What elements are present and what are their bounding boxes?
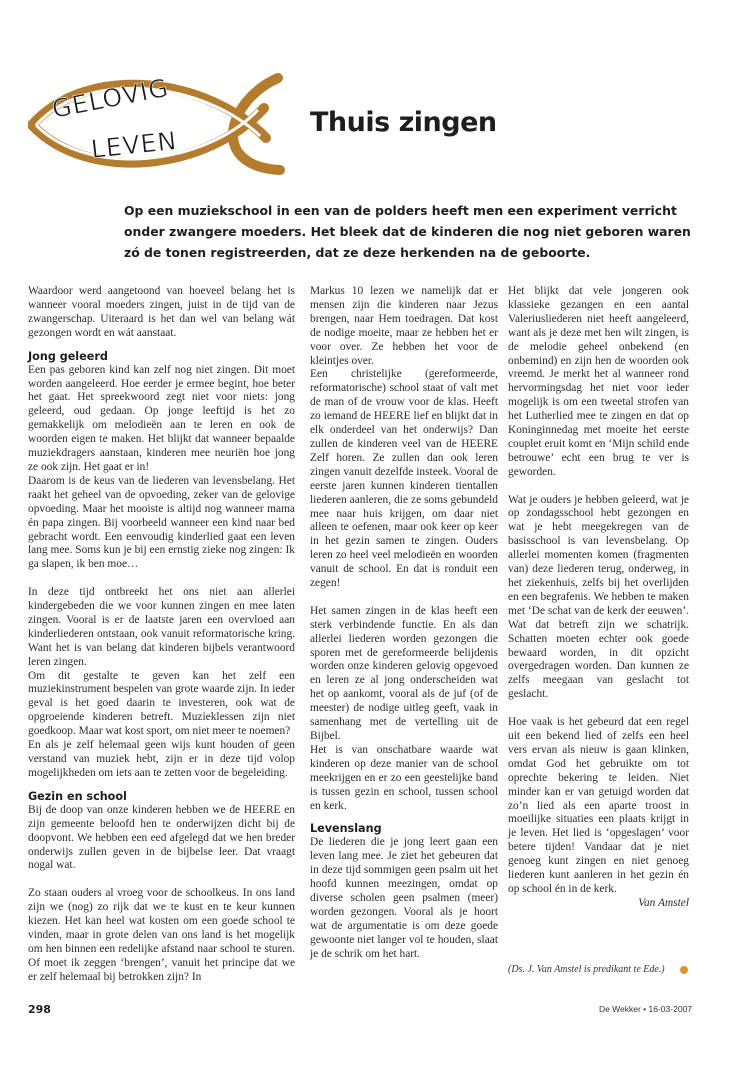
paragraph: Zo staan ouders al vroeg voor de schoolkeus. In ons land zijn we (nog) zo rijk dat we te kust en te keur kunnen kiezen. Het kan heel wat kosten om een goede school te vinden, maar in grote delen van ons land is het mogelijk om hen binnen een redelijke afstand naar school te sturen. Of moet ik zeggen ‘brengen’, vanuit het principe dat we er zelf helemaal bij betrokken zijn? In	[28, 887, 295, 983]
paragraph: Daarom is de keus van de liederen van levensbelang. Het raakt het geheel van de opvoeding, zeker van de gelovige opvoeding. Maar het mooiste is altijd nog wanneer mama én papa zingen. Bij voorbeeld wanneer een kind naar bed gebracht wordt. Een eenvoudig kinderlied gaat een leven lang mee. Soms kun je bij een ernstig zieke nog zingen: Ik ga slapen, ik ben moe…	[28, 474, 295, 571]
column-1	[28, 285, 295, 985]
footer-publication: De Wekker • 16-03-2007	[598, 1004, 692, 1014]
logo-word-gelovig: GELOVIG	[49, 72, 172, 124]
section-heading: Gezin en school	[28, 789, 127, 803]
paragraph: Markus 10 lezen we namelijk dat er mensen zijn die kinderen naar Jezus brengen, naar Hem toedragen. Dat kost de nodige moeite, maar ze hebben het er voor over. Ze hebben het voor de kleintjes over.	[310, 285, 498, 367]
logo-word-leven: LEVEN	[89, 126, 179, 164]
paragraph: Waardoor werd aangetoond van hoeveel belang het is wanneer vooral moeders zingen, juist in de tijd van de zwangerschap. Uiteraard is het dan wel van belang wát gezongen wordt en wát aanstaat.	[28, 285, 295, 339]
section-heading: Levenslang	[310, 822, 382, 836]
column-2	[310, 285, 498, 962]
ichthys-fish-logo	[28, 70, 286, 176]
paragraph: In deze tijd ontbreekt het ons niet aan allerlei kindergebeden die we voor kunnen zingen en mee laten zingen. Vooral is er de laatste jaren een overvloed aan kinderliederen ontstaan, ook vanuit reformatorische kring. Want het is van belang dat kinderen bijbels verantwoord leren zingen.	[28, 586, 295, 668]
section-heading: Jong geleerd	[28, 349, 108, 363]
paragraph: En als je zelf helemaal geen wijs kunt houden of geen verstand van muziek hebt, zijn er in deze tijd volop mogelijkheden om iets aan te zetten voor de begeleiding.	[28, 739, 295, 779]
author-signature: Van Amstel	[638, 896, 689, 909]
paragraph: Wat je ouders je hebben geleerd, wat je op zondagsschool hebt gezongen en wat je hebt meegekregen van de basisschool is van levensbelang. Op allerlei momenten komen (fragmenten van) deze liederen terug, onderweg, in het ziekenhuis, zelfs bij het overlijden en een begrafenis. We hebben te maken met ‘De schat van de kerk der eeuwen’. Wat dat betreft zijn we schatrijk. Schatten moeten echter ook goede bewaard worden, in dit opzicht overgedragen worden. Dan kunnen ze zelfs meegaan van geslacht tot geslacht.	[508, 493, 689, 701]
author-note: (Ds. J. Van Amstel is predikant te Ede.)	[508, 964, 665, 975]
article-intro: Op een muziekschool in een van de polders heeft men een experiment verricht onder zwangere moeders. Het bleek dat de kinderen die nog niet geboren waren zó de tonen registreerden, dat ze deze herkenden na de geboorte.	[124, 203, 691, 260]
paragraph: De liederen die je jong leert gaan een leven lang mee. Je ziet het gebeuren dat in deze tijd sommigen geen psalm uit het hoofd kunnen meezingen, omdat op diverse scholen geen psalmen (meer) worden gezongen. Vooral als je hoort wat de argumentatie is om deze goede gewoonte niet langer vol te houden, slaat je de schrik om het hart.	[310, 836, 498, 960]
paragraph: Een christelijke (gereformeerde, reformatorische) school staat of valt met de man of de vrouw voor de klas. Heeft zo iemand de HEERE lief en blijkt dat in elk onderdeel van het onderwijs? Dan zullen de kinderen veel van de HEERE Zelf horen. Ze zullen dan ook leren zingen vanuit dezelfde insteek. Vooral de eerste jaren kunnen kinderen tientallen liederen aanleren, die ze soms gebundeld mee naar huis krijgen, om daar niet alleen te oefenen, maar ook keer op keer in het gezin samen te zingen. Ouders leren zo heel veel melodieën en woorden vanuit de school. En dat is ronduit een zegen!	[310, 368, 498, 590]
paragraph: Het samen zingen in de klas heeft een sterk verbindende functie. En als dan allerlei liederen worden gezongen die sporen met de gereformeerde belijdenis worden onze kinderen gelovig opgevoed en leren ze al jong onderscheiden wat het op aankomt, vooral als de juf (of de meester) de nodige uitleg geeft, vaak in samenhang met de vertelling uit de Bijbel.	[310, 604, 498, 742]
column-3	[508, 285, 689, 911]
article-title: Thuis zingen	[310, 107, 497, 138]
paragraph: Een pas geboren kind kan zelf nog niet zingen. Dit moet worden aangeleerd. Hoe eerder je ermee begint, hoe beter het gaat. Het spreekwoord zegt niet voor niets: jong geleerd, oud gedaan. Op jonge leeftijd is het zo gemakkelijk om melodieën aan te leren en ook de woorden eigen te maken. Het blijkt dat wanneer bepaalde muziekdragers aanstaan, kinderen mee neuriën hoe jong ze ook zijn. Het gaat er in!	[28, 363, 295, 473]
end-mark-dot	[680, 966, 688, 974]
paragraph: Om dit gestalte te geven kan het zelf een muziekinstrument bespelen van grote waarde zijn. In ieder geval is het goed daarin te investeren, ook wat de opgroeiende kinderen betreft. Muzieklessen zijn niet goedkoop. Maar wat kost sport, om niet meer te noemen?	[28, 669, 295, 738]
paragraph: Het blijkt dat vele jongeren ook klassieke gezangen en een aantal Valeriusliederen niet heeft aangeleerd, want als je deze met hen wilt zingen, is de melodie geheel onbekend (en onbemind) en zijn hen de woorden ook vreemd. Je merkt het al wanneer rond hervormingsdag het niet voor ieder mogelijk is om een tweetal strofen van het Lutherlied mee te zingen en dat op Koninginnedag met moeite het eerste couplet eruit komt en ‘Mijn schild ende betrouwe’ echt een brug te ver is geworden.	[508, 285, 689, 478]
paragraph: Hoe vaak is het gebeurd dat een regel uit een bekend lied of zelfs een heel vers ervan als nieuw is gaan klinken, omdat God het gebruikte om tot oprechte bekering te leiden. Niet minder kan er van getuigd worden dat zo’n lied als een aparte troost in moeilijke situaties een plaats krijgt in je leven. Het lied is ‘opgeslagen’ voor betere tijden! Vandaar dat je niet genoeg kunt zingen en niet genoeg liederen kunt aanleren in het gezin én op school én in de kerk.	[508, 716, 689, 895]
paragraph: Het is van onschatbare waarde wat kinderen op deze manier van de school meekrijgen en er zo een geestelijke band is tussen gezin en school, tussen school en kerk.	[310, 743, 498, 812]
page-number: 298	[28, 1003, 51, 1016]
paragraph: Bij de doop van onze kinderen hebben we de HEERE en zijn gemeente beloofd hen te onderwijzen dicht bij de doopvont. We hebben een eed afgelegd dat we hen breder onderwijs zullen geven in de bijbelse leer. Dat vraagt nogal wat.	[28, 803, 295, 872]
